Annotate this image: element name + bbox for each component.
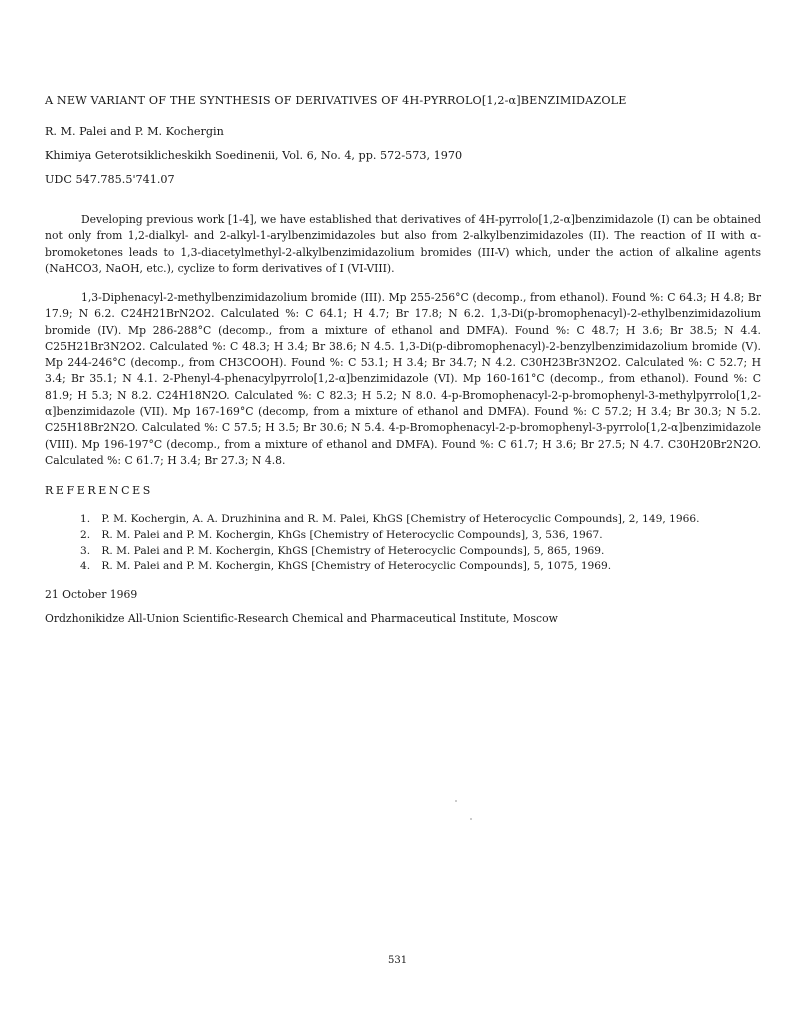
references-heading: REFERENCES xyxy=(45,484,153,497)
scan-speck xyxy=(455,800,457,802)
scan-speck xyxy=(470,818,472,820)
article-title: A NEW VARIANT OF THE SYNTHESIS OF DERIVATIVES OF 4H-PYRROLO[1,2-α]BENZIMIDAZOLE xyxy=(45,94,627,107)
institute-affiliation: Ordzhonikidze All-Union Scientific-Research Chemical and Pharmaceutical Institute, Moscow xyxy=(45,612,558,625)
reference-text: R. M. Palei and P. M. Kochergin, KhGS [Chemistry of Heterocyclic Compounds], 5, 865, 1969. xyxy=(101,544,605,557)
reference-item xyxy=(80,512,770,528)
reference-number: 4. xyxy=(80,560,91,573)
reference-item xyxy=(80,544,770,560)
udc-code: UDC 547.785.5'741.07 xyxy=(45,173,175,186)
references-list xyxy=(80,512,770,575)
reference-item xyxy=(80,528,770,544)
reference-text: R. M. Palei and P. M. Kochergin, KhGS [Chemistry of Heterocyclic Compounds], 5, 1075, 1969. xyxy=(101,560,612,573)
reference-number: 1. xyxy=(80,513,91,525)
intro-paragraph: Developing previous work [1-4], we have established that derivatives of 4H-pyrrolo[1,2-α]benzimidazole (I) can be obtained not only from 1,2-dialkyl- and 2-alkyl-1-arylbenzimidazoles but also from 2-alkylbenzimidazoles (II). The reaction of II with α-bromoketones leads to 1,3-diacetylmethyl-2-alkylbenzimidazolium bromides (III-V) which, under the action of alkaline agents (NaHCO3, NaOH, etc.), cyclize to form derivatives of I (VI-VIII). xyxy=(45,213,761,275)
reference-text: R. M. Palei and P. M. Kochergin, KhGs [Chemistry of Heterocyclic Compounds], 3, 536, 1967. xyxy=(101,528,603,541)
experimental-paragraph: 1,3-Diphenacyl-2-methylbenzimidazolium bromide (III). Mp 255-256°C (decomp., from ethanol). Found %: C 64.3; H 4.8; Br 17.9; N 6.2. C24H21BrN2O2. Calculated %: C 64.1; H 4.7; Br 17.8; N 6.2. 1,3-Di(p-bromophenacyl)-2-ethylbenzimidazolium bromide (IV). Mp 286-288°C (decomp., from a mixture of ethanol and DMFA). Found %: C 48.7; H 3.6; Br 38.5; N 4.4. C25H21Br3N2O2. Calculated %: C 48.3; H 3.4; Br 38.6; N 4.5. 1,3-Di(p-dibromophenacyl)-2-benzylbenzimidazolium bromide (V). Mp 244-246°C (decomp., from CH3COOH). Found %: C 53.1; H 3.4; Br 34.7; N 4.2. C30H23Br3N2O2. Calculated %: C 52.7; H 3.4; Br 35.1; N 4.1. 2-Phenyl-4-phenacylpyrrolo[1,2-α]benzimidazole (VI). Mp 160-161°C (decomp., from ethanol). Found %: C 81.9; H 5.3; N 8.2. C24H18N2O. Calculated %: C 82.3; H 5.2; N 8.0. 4-p-Bromophenacyl-2-p-bromophenyl-3-methylpyrrolo[1,2-α]benzimidazole (VII). Mp 167-169°C (decomp, from a mixture of ethanol and DMFA). Found %: C 57.2; H 3.4; Br 30.3; N 5.2. C25H18Br2N2O. Calculated %: C 57.5; H 3.5; Br 30.6; N 5.4. 4-p-Bromophenacyl-2-p-bromophenyl-3-pyrrolo[1,2-α]benzimidazole (VIII). Mp 196-197°C (decomp., from a mixture of ethanol and DMFA). Found %: C 61.7; H 3.6; Br 27.5; N 4.7. C30H20Br2N2O. Calculated %: C 61.7; H 3.4; Br 27.3; N 4.8. xyxy=(45,291,761,467)
authors: R. M. Palei and P. M. Kochergin xyxy=(45,125,224,138)
reference-text: P. M. Kochergin, A. A. Druzhinina and R. M. Palei, KhGS [Chemistry of Heterocyclic Compounds], 2, 149, 1966. xyxy=(101,513,700,525)
page-number: 531 xyxy=(388,955,408,966)
reference-number: 2. xyxy=(80,528,91,541)
reference-number: 3. xyxy=(80,544,91,557)
received-date: 21 October 1969 xyxy=(45,588,138,601)
journal-citation: Khimiya Geterotsiklicheskikh Soedinenii, Vol. 6, No. 4, pp. 572-573, 1970 xyxy=(45,149,463,162)
reference-item xyxy=(80,559,770,575)
